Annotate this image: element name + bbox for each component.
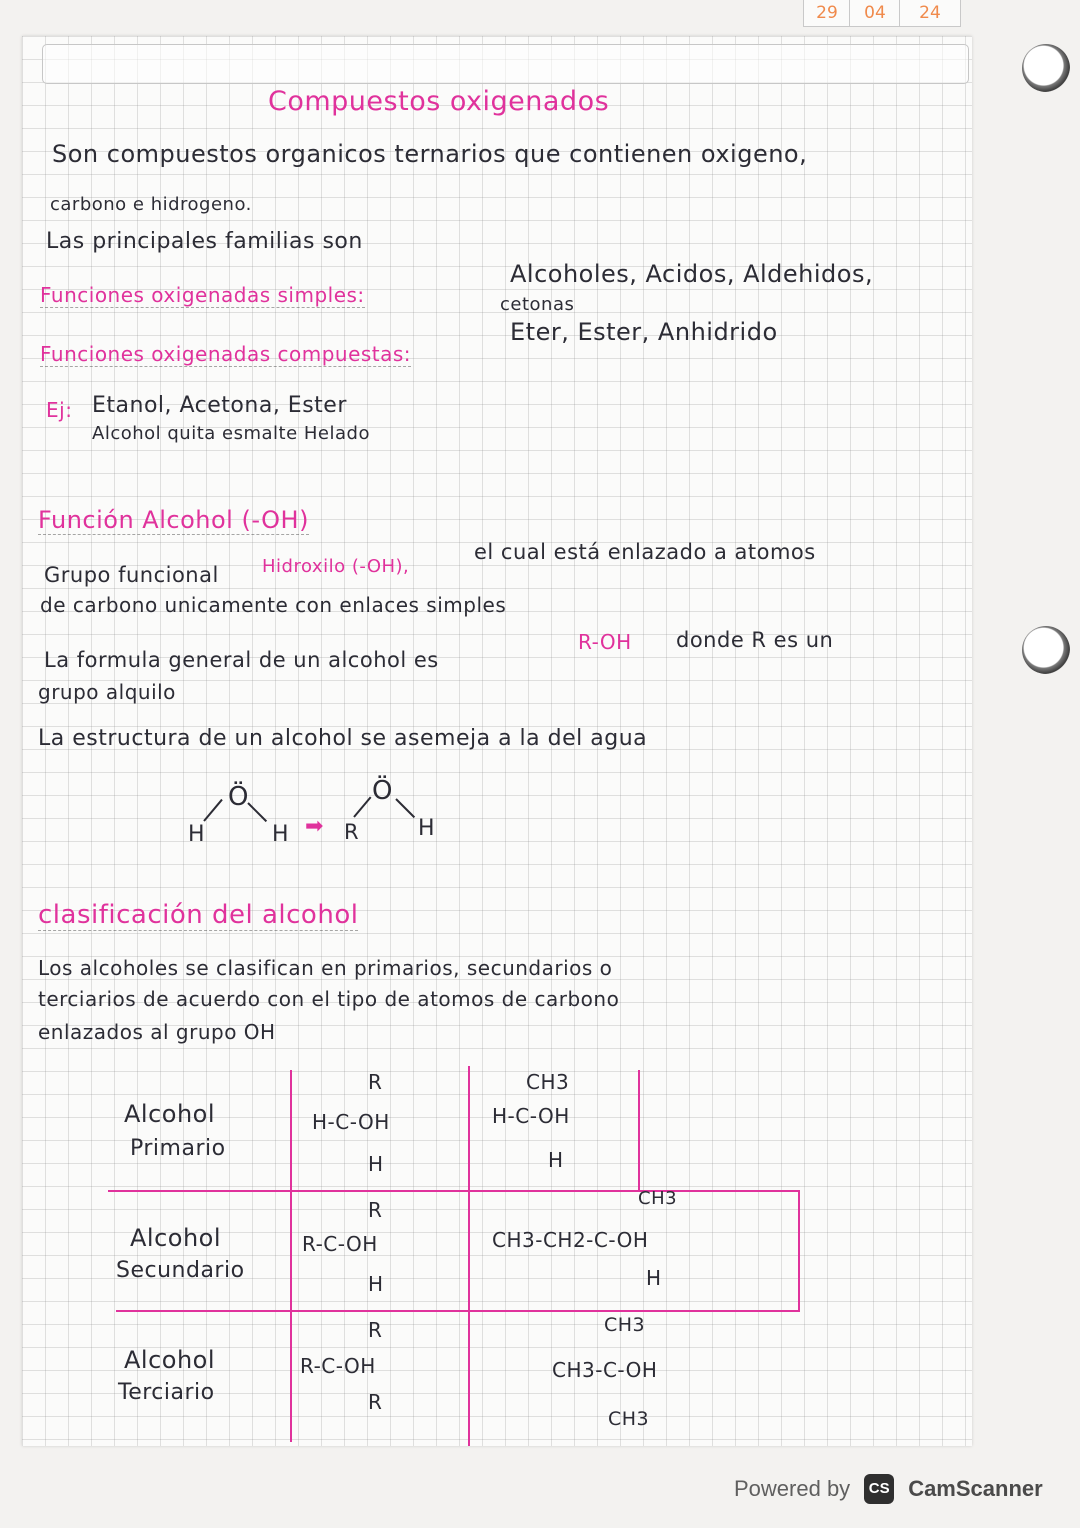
table-divider-2 — [468, 1066, 470, 1446]
tertiary-general-bot: R — [368, 1390, 383, 1414]
date-month: 04 — [849, 0, 901, 27]
alcohol-formula-1c: donde R es un — [676, 628, 834, 652]
tertiary-general-top: R — [368, 1318, 383, 1342]
tertiary-general-mid: R-C-OH — [300, 1354, 376, 1378]
page-title: Compuestos oxigenados — [268, 86, 610, 117]
primary-example-bot: H — [548, 1148, 564, 1172]
alcohol-desc-1a: Grupo funcional — [44, 563, 219, 587]
primary-general-top: R — [368, 1070, 383, 1094]
examples-uses: Alcohol quita esmalte Helado — [92, 423, 370, 444]
alcohol-desc-1c: el cual está enlazado a atomos — [474, 540, 816, 564]
classification-line-2: terciarios de acuerdo con el tipo de atomos de carbono — [38, 987, 620, 1011]
examples-names: Etanol, Acetona, Ester — [92, 393, 347, 418]
row-primary-label-2: Primario — [130, 1136, 226, 1161]
alcohol-formula-2: grupo alquilo — [38, 680, 176, 704]
arrow-icon: ➡ — [305, 814, 324, 839]
row-secondary-label-1: Alcohol — [130, 1224, 222, 1252]
primary-example-top: CH3 — [526, 1070, 570, 1094]
alcohol-oxygen: Ö — [372, 776, 393, 806]
simple-functions-items-2: cetonas — [500, 294, 575, 315]
camscanner-watermark — [734, 1474, 1043, 1504]
secondary-general-top: R — [368, 1198, 383, 1222]
primary-general-bot: H — [368, 1152, 384, 1176]
camscanner-brand: CamScanner — [908, 1476, 1043, 1501]
table-divider-3 — [638, 1070, 640, 1190]
row-secondary-label-2: Secundario — [116, 1258, 245, 1283]
classification-heading: clasificación del alcohol — [38, 900, 359, 930]
table-row-line-1 — [108, 1190, 798, 1192]
date-day: 29 — [803, 0, 851, 27]
intro-line-1: Son compuestos organicos ternarios que contienen oxigeno, — [52, 140, 808, 168]
classification-line-3: enlazados al grupo OH — [38, 1020, 276, 1044]
table-divider-1 — [290, 1070, 292, 1442]
row-tertiary-label-1: Alcohol — [124, 1346, 216, 1374]
powered-by-text: Powered by — [734, 1476, 851, 1501]
alcohol-formula-1a: La formula general de un alcohol es — [44, 648, 439, 672]
alcohol-desc-2: de carbono unicamente con enlaces simples — [40, 593, 507, 617]
water-oxygen: Ö — [228, 782, 249, 812]
simple-functions-label: Funciones oxigenadas simples: — [40, 283, 365, 307]
camscanner-logo-icon: CS — [864, 1474, 894, 1504]
table-divider-4 — [798, 1190, 800, 1310]
binder-hole-bottom — [1022, 626, 1070, 674]
secondary-example-bot: H — [646, 1266, 662, 1290]
row-tertiary-label-2: Terciario — [118, 1380, 215, 1405]
alcohol-formula-1b: R-OH — [578, 630, 632, 654]
alcohol-heading: Función Alcohol (-OH) — [38, 506, 309, 534]
examples-label: Ej: — [46, 398, 73, 422]
secondary-example-top: CH3 — [638, 1188, 678, 1209]
simple-functions-items: Alcoholes, Acidos, Aldehidos, — [510, 260, 874, 288]
secondary-general-bot: H — [368, 1272, 384, 1296]
compound-functions-items: Eter, Ester, Anhidrido — [510, 318, 778, 346]
alcohol-r: R — [344, 820, 360, 844]
alcohol-h: H — [418, 816, 436, 841]
secondary-example-mid: CH3-CH2-C-OH — [492, 1228, 649, 1252]
date-year: 24 — [899, 0, 961, 27]
intro-line-2: carbono e hidrogeno. — [50, 194, 252, 215]
secondary-general-mid: R-C-OH — [302, 1232, 378, 1256]
row-primary-label-1: Alcohol — [124, 1100, 216, 1128]
tertiary-example-bot: CH3 — [608, 1408, 650, 1430]
primary-example-mid: H-C-OH — [492, 1104, 570, 1128]
alcohol-structure-text: La estructura de un alcohol se asemeja a la del agua — [38, 726, 648, 751]
families-heading: Las principales familias son — [46, 229, 363, 254]
water-h-left: H — [188, 822, 206, 847]
water-h-right: H — [272, 822, 290, 847]
alcohol-desc-1b: Hidroxilo (-OH), — [262, 556, 410, 577]
primary-general-mid: H-C-OH — [312, 1110, 390, 1134]
tertiary-example-top: CH3 — [604, 1314, 646, 1336]
table-row-line-2 — [116, 1310, 800, 1312]
binder-hole-top — [1022, 44, 1070, 92]
header-box — [42, 44, 969, 84]
tertiary-example-mid: CH3-C-OH — [552, 1358, 658, 1382]
classification-line-1: Los alcoholes se clasifican en primarios, secundarios o — [38, 956, 613, 980]
compound-functions-label: Funciones oxigenadas compuestas: — [40, 342, 412, 366]
